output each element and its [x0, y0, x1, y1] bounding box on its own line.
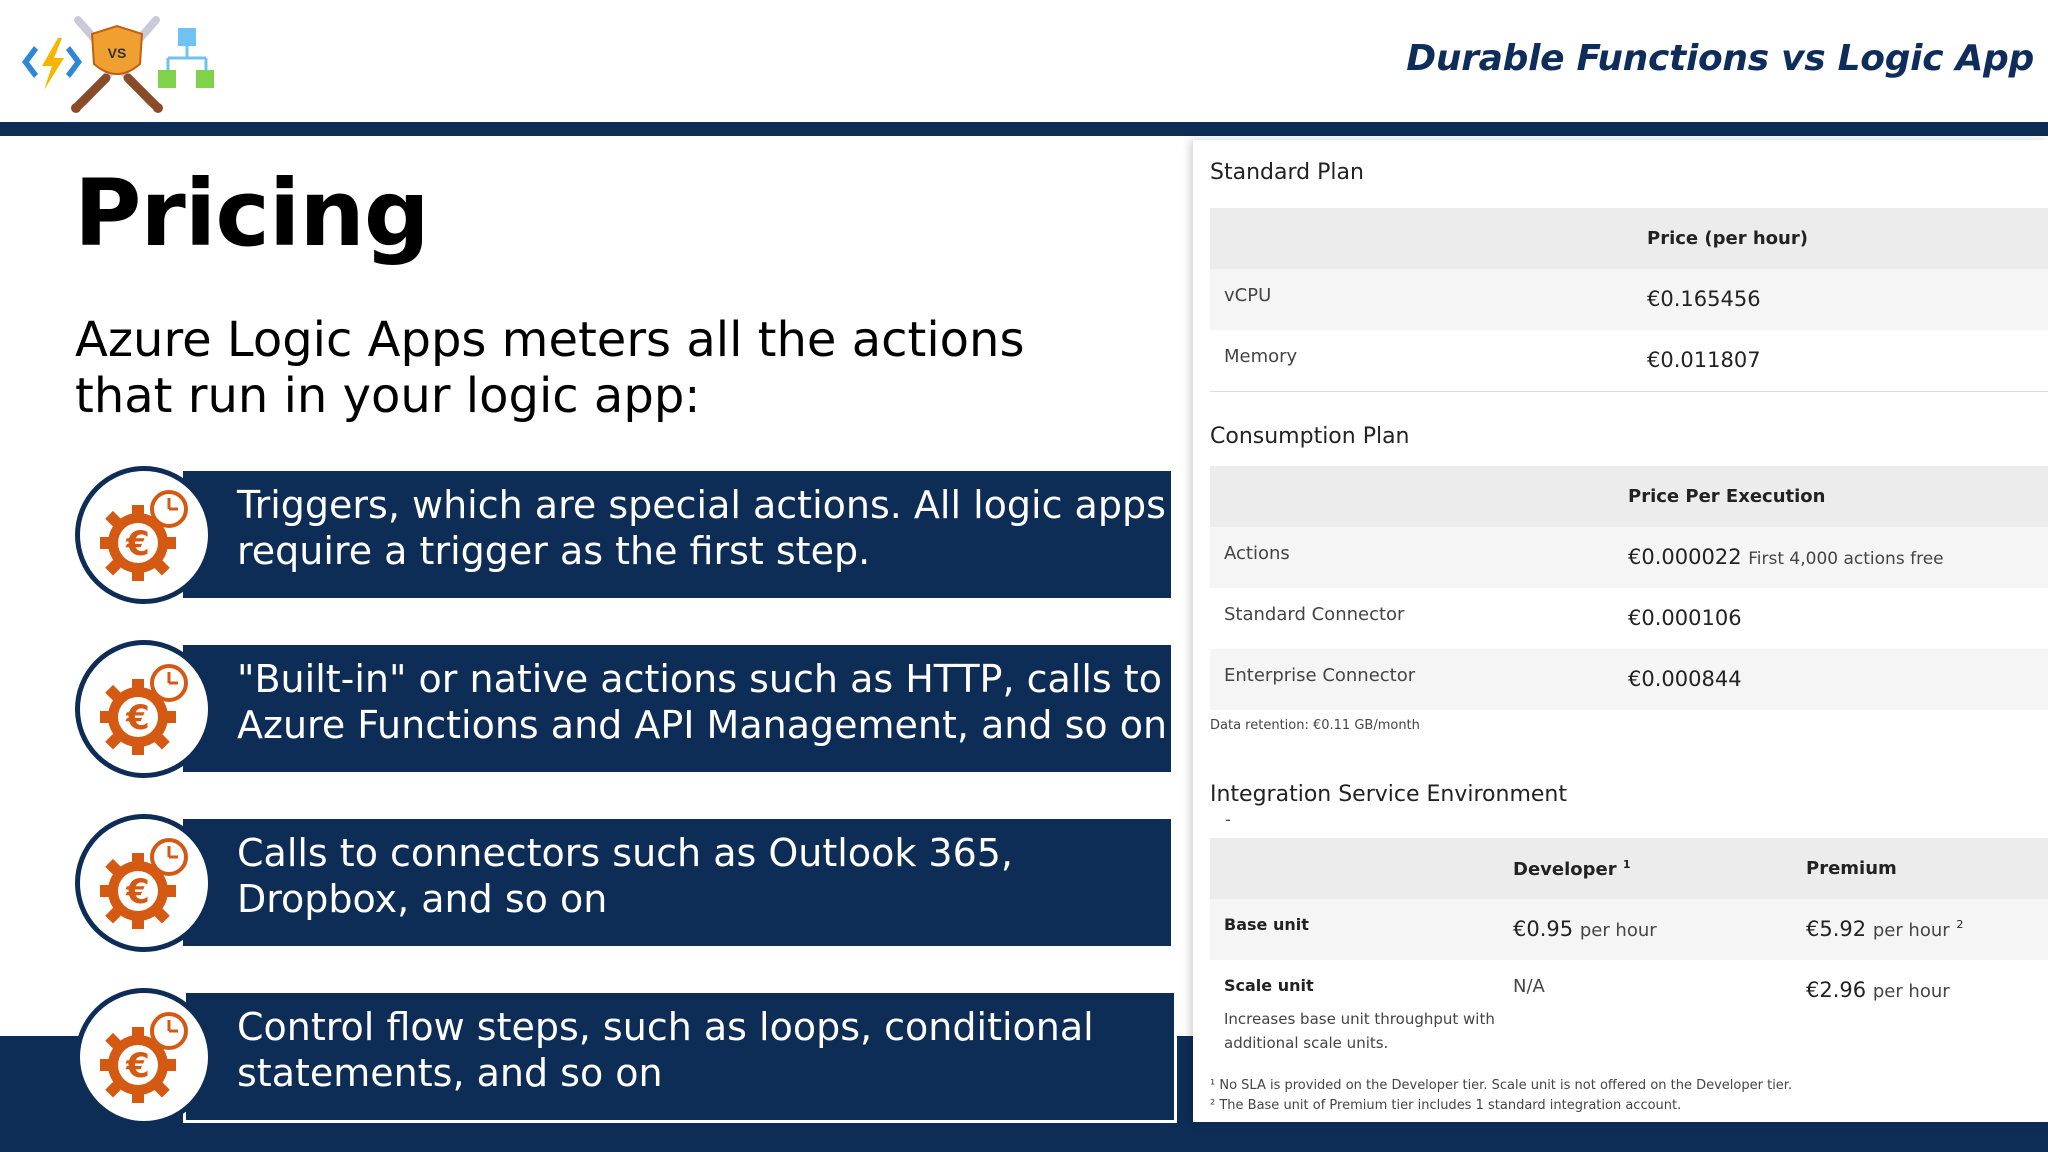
svg-text:€: € [126, 872, 150, 912]
page-title: Pricing [74, 160, 429, 267]
bullet-card-built-in-actions [75, 640, 1168, 780]
data-retention-note: Data retention: €0.11 GB/month [1210, 718, 1420, 733]
svg-text:€: € [126, 698, 150, 738]
card-text: "Built-in" or native actions such as HTTP, calls to Azure Functions and API Management, and so on [237, 657, 1168, 747]
euro-gear-clock-icon [94, 485, 194, 585]
card-icon-circle [75, 988, 213, 1126]
table-row: Memory €0.011807 [1210, 330, 2048, 391]
intro-text: Azure Logic Apps meters all the actions that run in your logic app: [75, 312, 1025, 424]
euro-gear-clock-icon [94, 1007, 194, 1107]
card-icon-circle [75, 814, 213, 952]
svg-text:€: € [126, 1046, 150, 1086]
table-row: vCPU €0.165456 [1210, 269, 2048, 330]
card-text: Calls to connectors such as Outlook 365, Dropbox, and so on [237, 831, 1014, 921]
consumption-plan-title: Consumption Plan [1210, 424, 1410, 449]
table-row: Standard Connector €0.000106 [1210, 588, 2048, 649]
card-icon-circle [75, 466, 213, 604]
logic-apps-icon [158, 28, 214, 88]
table-header-row: Developer $^1$ Premium [1210, 838, 2048, 899]
table-header-row: Price Per Execution [1210, 466, 2048, 527]
table-header-row: Price (per hour) [1210, 208, 2048, 269]
footnote-2: ² The Base unit of Premium tier includes 1 standard integration account. [1210, 1098, 1682, 1113]
euro-gear-clock-icon [94, 659, 194, 759]
euro-gear-clock-icon [94, 833, 194, 933]
vs-logo [20, 14, 220, 114]
standard-plan-title: Standard Plan [1210, 160, 1364, 185]
bullet-card-control-flow [75, 988, 1095, 1128]
azure-functions-icon [22, 38, 82, 90]
functions-vs-logic-apps-logo [20, 14, 220, 114]
ise-title: Integration Service Environment [1210, 782, 1567, 807]
card-text: Control flow steps, such as loops, conditional statements, and so on [237, 1005, 1094, 1095]
table-row: Actions €0.000022 First 4,000 actions free [1210, 527, 2048, 588]
pricing-screenshot-panel: Standard Plan Price (per hour) vCPU €0.165456 Memory €0.011807 Consumption Plan Price Per Execution Actions €0.000022 First 4,000 actions free Standard Connector €0.000106 Enterprise Connector €0.000844 Data retention: €0.11 GB/month Integration Service Environment - Developer $^1$ Premium Base unit €0.95 per hour €5.92 per hour $^2$ Scale unit Increases base unit throughput with additional scale units. N/A €2.96 per hour ¹ No SLA is provided on the Developer tier. Scale unit is not offered on the Developer tier. ² The Base unit of Premium tier includes 1 standard integration account. [1193, 140, 2048, 1122]
bullet-card-triggers [75, 466, 1166, 606]
bullet-card-connectors [75, 814, 1095, 954]
card-icon-circle [75, 640, 213, 778]
table-row: Enterprise Connector €0.000844 [1210, 649, 2048, 710]
footnote-1: ¹ No SLA is provided on the Developer tier. Scale unit is not offered on the Developer tier. [1210, 1078, 1793, 1093]
card-text: Triggers, which are special actions. All logic apps require a trigger as the first step. [237, 483, 1166, 573]
table-row: Base unit €0.95 per hour €5.92 per hour $^2$ [1210, 899, 2048, 960]
table-row: Scale unit Increases base unit throughput with additional scale units. N/A €2.96 per hour [1210, 960, 2048, 1060]
deck-title: Durable Functions vs Logic App [1406, 38, 2034, 79]
header-rule [0, 122, 2048, 136]
svg-text:VS: VS [107, 45, 127, 61]
svg-text:€: € [126, 524, 150, 564]
